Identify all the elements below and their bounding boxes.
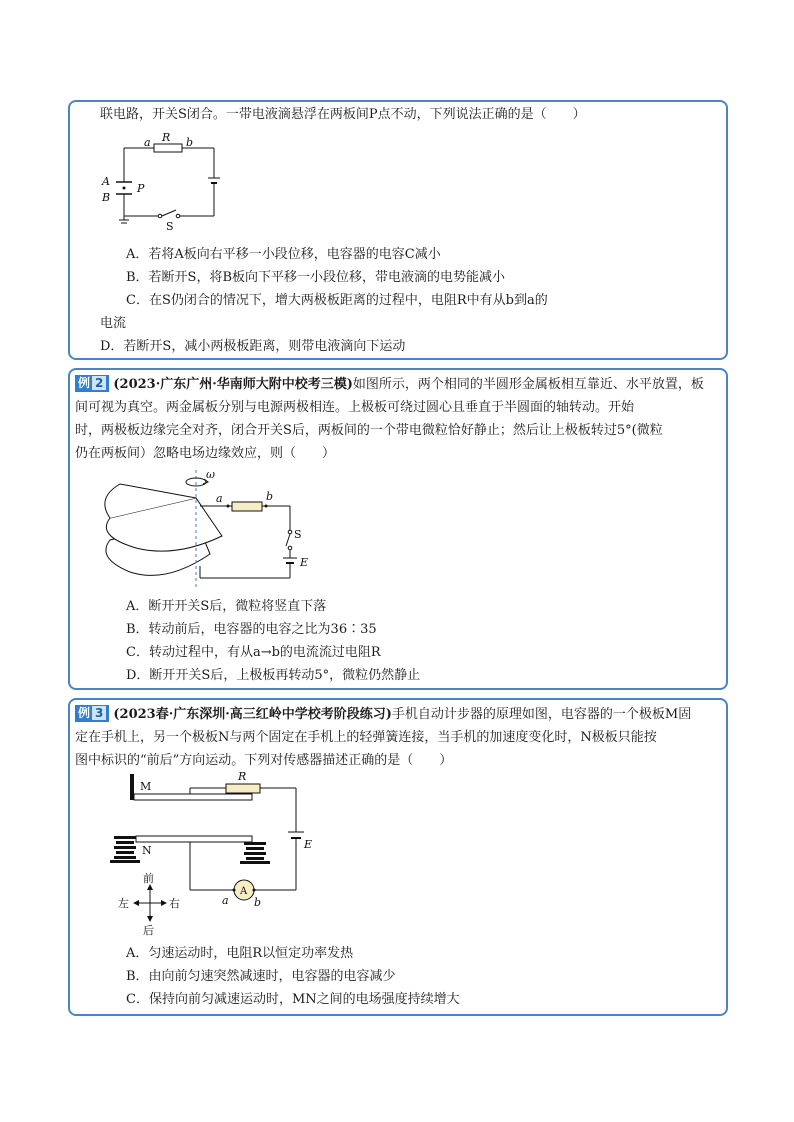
q3-tag: 例 3 [75,705,109,722]
q3-plate-n [136,836,252,842]
q1-label-a: a [144,136,151,149]
q3-plate-m-bar [130,774,134,800]
q2-label-a: a [216,492,223,505]
q3-step-counter-diagram [110,768,330,938]
q1-label-A: A [102,175,110,188]
q1-circuit-diagram [96,130,236,230]
q3-stem-0: 手机自动计步器的原理如图，电容器的一个极板M固 [391,707,692,722]
q2-label-S: S [294,528,302,541]
q3-label-ammeter: A [240,886,248,897]
q1-label-R: R [162,131,171,144]
q1-option-c: C．在S仍闭合的情况下，增大两极板距离的过程中，电阻R中有从b到a的 [126,293,548,308]
q3-option-b: B．由向前匀速突然减速时，电容器的电容减少 [126,969,396,984]
q3-label-right: 右 [169,897,180,910]
q2-tag: 例 2 [75,375,109,392]
q2-option-a: A．断开开关S后，微粒将竖直下落 [126,599,327,614]
q3-option-a: A．匀速运动时，电阻R以恒定功率发热 [126,946,354,961]
q1-label-S: S [166,220,174,230]
q3-label-a: a [222,894,229,907]
q2-option-b: B．转动前后，电容器的电容之比为36∶35 [126,622,377,637]
q2-stem-0: 如图所示，两个相同的半圆形金属板相互靠近、水平放置，板 [352,377,704,392]
q3-source: (2023春·广东深圳·高三红岭中学校考阶段练习) [113,707,392,722]
q3-label-N: N [142,844,152,857]
q2-label-b: b [266,490,274,503]
q3-label-M: M [140,780,152,793]
q2-option-d: D．断开开关S后，上极板再转动5°，微粒仍然静止 [126,668,421,683]
q3-stem-line-3: 图中标识的“前后”方向运动。下列对传感器描述正确的是（ ） [75,753,453,768]
q2-stem-line-2: 间可视为真空。两金属板分别与电源两极相连。上极板可绕过圆心且垂直于半圆面的轴转动。开始 [75,400,635,415]
q3-label-back: 后 [143,924,154,937]
q1-label-b: b [186,136,194,149]
q2-resistor [232,502,262,511]
q1-resistor [154,144,182,152]
q1-option-a: A．若将A板向右平移一小段位移，电容器的电容C减小 [126,247,441,262]
q3-label-front: 前 [143,872,154,885]
q2-rotating-capacitor-diagram [100,466,330,590]
q3-resistor [226,784,260,793]
q1-label-B: B [102,191,111,204]
q3-label-R: R [238,770,247,783]
q2-label-E: E [300,556,309,569]
q2-stem-line-3: 时，两极板边缘完全对齐，闭合开关S后，两板间的一个带电微粒恰好静止；然后让上极板转过5°(微粒 [75,423,663,438]
q2-stem-line-4: 仍在两板间）忽略电场边缘效应，则（ ） [75,446,336,461]
q3-spring-right [240,842,270,864]
q1-option-d: D．若断开S，减小两极板距离，则带电液滴向下运动 [100,339,406,354]
q1-stem: 联电路，开关S闭合。一带电液滴悬浮在两板间P点不动，下列说法正确的是（ ） [100,107,586,122]
q3-stem-line-2: 定在手机上，另一个极板N与两个固定在手机上的轻弹簧连接，当手机的加速度变化时，N极板只能按 [75,730,657,745]
q2-stem-line-1 [75,374,704,396]
q1-label-P: P [137,182,145,195]
q2-label-omega: ω [206,468,215,481]
q3-label-b: b [254,896,262,909]
q3-stem-line-1 [75,704,691,726]
q3-label-left: 左 [118,897,129,910]
q3-plate-m [134,794,252,800]
q1-option-c-cont: 电流 [100,316,127,331]
q3-option-c: C．保持向前匀减速运动时，MN之间的电场强度持续增大 [126,992,460,1007]
q1-option-b: B．若断开S，将B板向下平移一小段位移，带电液滴的电势能减小 [126,270,506,285]
q2-source: (2023·广东广州·华南师大附中校考三模) [113,377,353,392]
q2-option-c: C．转动过程中，有从a→b的电流流过电阻R [126,645,381,660]
q3-label-E: E [304,838,313,851]
